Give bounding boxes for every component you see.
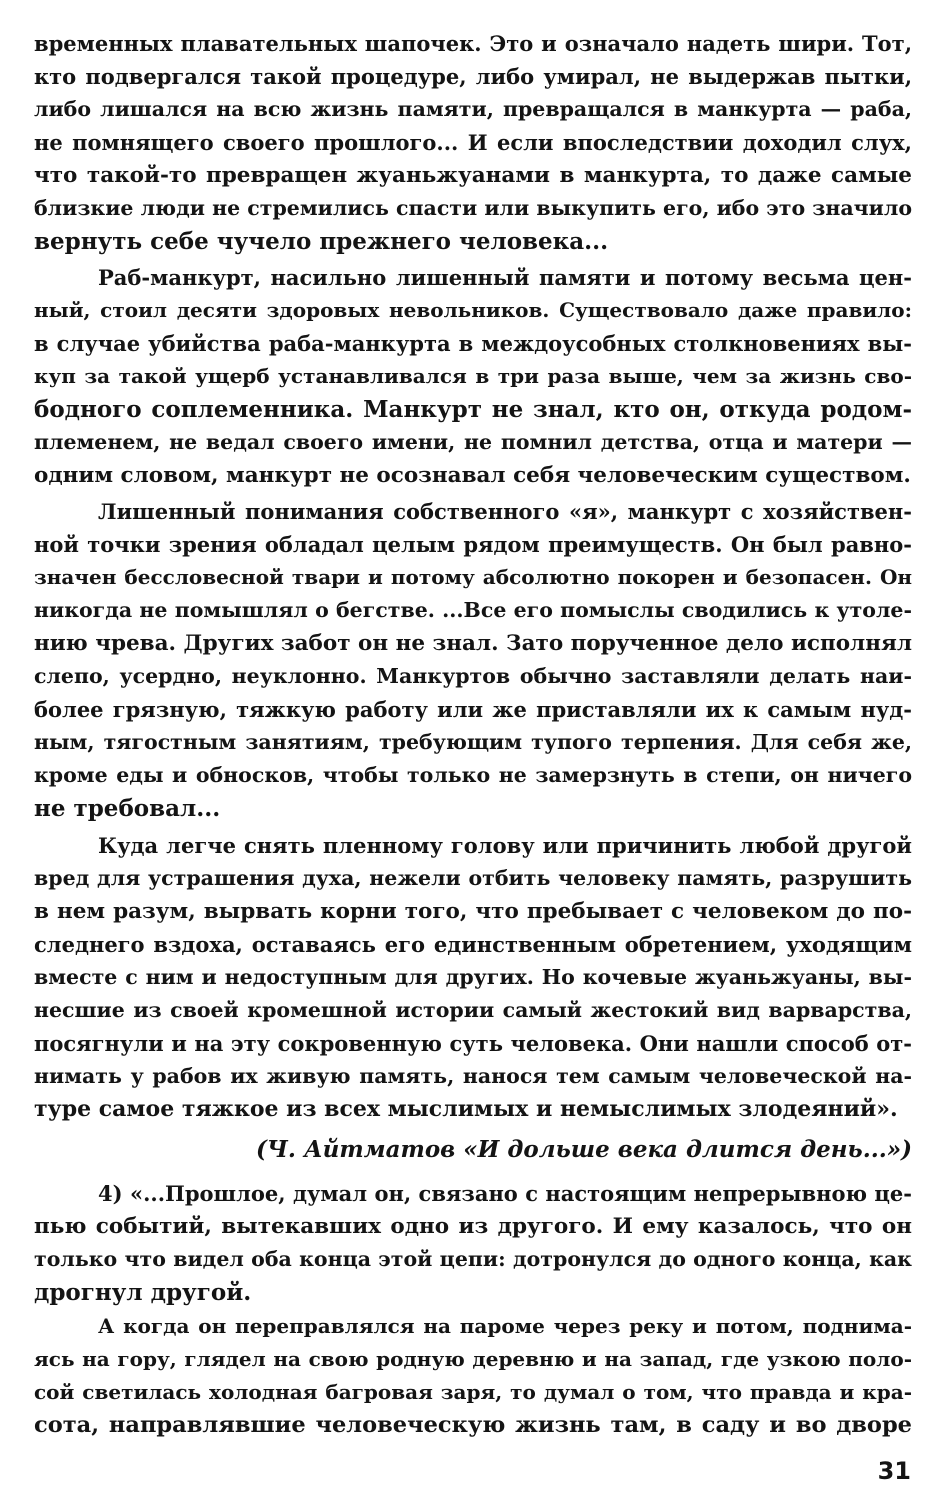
text-line: вернуть себе чучело прежнего человека...	[34, 228, 609, 255]
text-line: Куда легче снять пленному голову или причинить любой другой	[98, 833, 912, 858]
text-line: куп за такой ущерб устанавливался в три раза выше, чем за жизнь сво-	[34, 364, 912, 388]
text-line: близкие люди не стремились спасти или выкупить его, ибо это значило	[34, 196, 912, 220]
text-line: только что видел оба конца этой цепи: дотронулся до одного конца, как	[34, 1247, 912, 1271]
text-line: ный, стоил десяти здоровых невольников. Существовало даже правило:	[34, 298, 912, 322]
text-line: туре самое тяжкое из всех мыслимых и немыслимых злодеяний».	[34, 1096, 898, 1122]
text-line: сота, направлявшие человеческую жизнь там, в саду и во дворе	[34, 1412, 912, 1438]
text-line: более грязную, тяжкую работу или же приставляли их к самым нуд-	[34, 697, 912, 722]
text-line: следнего вздоха, оставаясь его единственным обретением, уходящим	[34, 932, 912, 957]
text-line: временных плавательных шапочек. Это и означало надеть шири. Тот,	[34, 31, 912, 56]
text-line: бодного соплеменника. Манкурт не знал, кто он, откуда родом-	[34, 396, 912, 423]
text-line: сой светилась холодная багровая заря, то думал о том, что правда и кра-	[34, 1380, 912, 1404]
text-line: значен бессловесной твари и потому абсолютно покорен и безопасен. Он	[34, 565, 912, 589]
text-line: пью событий, вытекавших одно из другого. И ему казалось, что он	[34, 1214, 912, 1239]
text-line: в случае убийства раба-манкурта в междоусобных столкновениях вы-	[34, 331, 912, 356]
text-line: нию чрева. Других забот он не знал. Зато порученное дело исполнял	[34, 631, 912, 656]
text-line: вред для устрашения духа, нежели отбить человеку память, разрушить	[34, 866, 912, 890]
text-line: не требовал...	[34, 795, 221, 822]
text-line: нимать у рабов их живую память, нанося тем самым человеческой на-	[34, 1064, 912, 1088]
text-line: одним словом, манкурт не осознавал себя человеческим существом.	[34, 463, 911, 488]
text-line: не помнящего своего прошлого... И если впоследствии доходил слух,	[34, 130, 912, 155]
text-line: ным, тягостным занятиям, требующим тупого терпения. Для себя же,	[34, 730, 912, 754]
text-line: А когда он переправлялся на пароме через реку и потом, поднима-	[98, 1314, 912, 1338]
text-line: Раб-манкурт, насильно лишенный памяти и потому весьма цен-	[98, 265, 912, 290]
text-line: посягнули и на эту сокровенную суть человека. Они нашли способ от-	[34, 1031, 912, 1056]
text-line: дрогнул другой.	[34, 1279, 252, 1306]
text-line: что такой-то превращен жуаньжуанами в манкурта, то даже самые	[34, 163, 912, 188]
text-line: либо лишался на всю жизнь памяти, превращался в манкурта — раба,	[34, 97, 912, 121]
text-line: в нем разум, вырвать корни того, что пребывает с человеком до по-	[34, 899, 912, 924]
text-line: кроме еды и обносков, чтобы только не замерзнуть в степи, он ничего	[34, 763, 912, 787]
text-line: 4) «...Прошлое, думал он, связано с настоящим непрерывною це-	[98, 1181, 912, 1206]
text-line: никогда не помышлял о бегстве. ...Все его помыслы сводились к утоле-	[34, 598, 912, 622]
text-line: вместе с ним и недоступным для других. Но кочевые жуаньжуаны, вы-	[34, 965, 912, 989]
quote-attribution: (Ч. Айтматов «И дольше века длится день...»)	[256, 1136, 912, 1163]
text-line: слепо, усердно, неуклонно. Манкуртов обычно заставляли делать наи-	[34, 664, 912, 688]
text-line: ной точки зрения обладал целым рядом преимуществ. Он был равно-	[34, 532, 912, 557]
text-line: племенем, не ведал своего имени, не помнил детства, отца и матери —	[34, 430, 912, 454]
text-line: ясь на гору, глядел на свою родную деревню и на запад, где узкою поло-	[34, 1347, 912, 1371]
text-line: кто подвергался такой процедуре, либо умирал, не выдержав пытки,	[34, 64, 912, 89]
text-line: несшие из своей кромешной истории самый жестокий вид варварства,	[34, 998, 912, 1022]
page-number: 31	[877, 1457, 911, 1485]
text-line: Лишенный понимания собственного «я», манкурт с хозяйствен-	[98, 499, 912, 524]
